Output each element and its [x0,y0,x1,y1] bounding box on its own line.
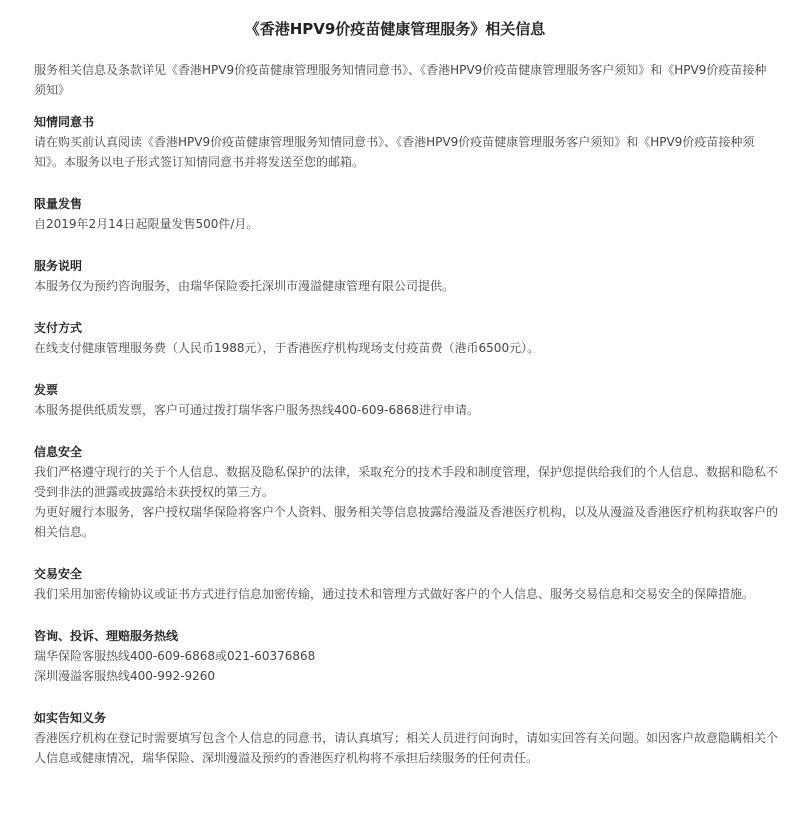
page-title: 《香港HPV9价疫苗健康管理服务》相关信息 [244,20,546,38]
section-heading: 限量发售 [34,197,83,211]
section-heading: 发票 [34,383,59,397]
section-paragraph: 自2019年2月14日起限量发售500件/月。 [34,217,259,231]
section-paragraph: 香港医疗机构在登记时需要填写包含个人信息的同意书，请认真填写；相关人员进行问询时，请如实回答有关问题。如因客户故意隐瞒相关个人信息或健康情况，瑞华保险、深圳漫溢及预约的香港医疗机构将不承担后续服务的任何责任。 [34,731,779,765]
section-paragraph: 我们采用加密传输协议或证书方式进行信息加密传输，通过技术和管理方式做好客户的个人信息、服务交易信息和交易安全的保障措施。 [34,587,755,601]
section-heading: 服务说明 [34,259,83,273]
section-heading: 如实告知义务 [34,711,107,725]
section-transaction-security [34,564,778,604]
section-paragraph: 在线支付健康管理服务费（人民币1988元），于香港医疗机构现场支付疫苗费（港币6500元）。 [34,341,540,355]
section-heading: 知情同意书 [34,115,95,129]
hotline-manyi: 深圳漫溢客服热线400-992-9260 [34,669,216,683]
section-limited-sale [34,194,778,234]
intro-paragraph: 服务相关信息及条款详见《香港HPV9价疫苗健康管理服务知情同意书》、《香港HPV9价疫苗健康管理服务客户须知》和《HPV9价疫苗接种须知》 [34,63,767,97]
section-invoice [34,380,778,420]
section-service-hotlines [34,626,778,686]
section-paragraph: 为更好履行本服务，客户授权瑞华保险将客户个人资料、服务相关等信息披露给漫溢及香港医疗机构，以及从漫溢及香港医疗机构获取客户的相关信息。 [34,505,779,539]
section-paragraph: 本服务仅为预约咨询服务，由瑞华保险委托深圳市漫溢健康管理有限公司提供。 [34,279,455,293]
section-disclosure-obligation [34,708,778,768]
hotline-ruihua: 瑞华保险客服热线400-609-6868或021-60376868 [34,649,316,663]
section-heading: 咨询、投诉、理赔服务热线 [34,629,179,643]
section-heading: 信息安全 [34,445,83,459]
section-paragraph: 请在购买前认真阅读《香港HPV9价疫苗健康管理服务知情同意书》、《香港HPV9价疫苗健康管理服务客户须知》和《HPV9价疫苗接种须知》。本服务以电子形式签订知情同意书并将发送至您的邮箱。 [34,135,755,169]
section-informed-consent [34,112,778,172]
section-paragraph: 我们严格遵守现行的关于个人信息、数据及隐私保护的法律，采取充分的技术手段和制度管理，保护您提供给我们的个人信息、数据和隐私不受到非法的泄露或披露给未获授权的第三方。 [34,465,779,499]
section-heading: 交易安全 [34,567,83,581]
section-information-security [34,442,778,542]
section-service-description [34,256,778,296]
section-paragraph: 本服务提供纸质发票，客户可通过拨打瑞华客户服务热线400-609-6868进行申请。 [34,403,480,417]
section-payment-method [34,318,778,358]
section-heading: 支付方式 [34,321,83,335]
